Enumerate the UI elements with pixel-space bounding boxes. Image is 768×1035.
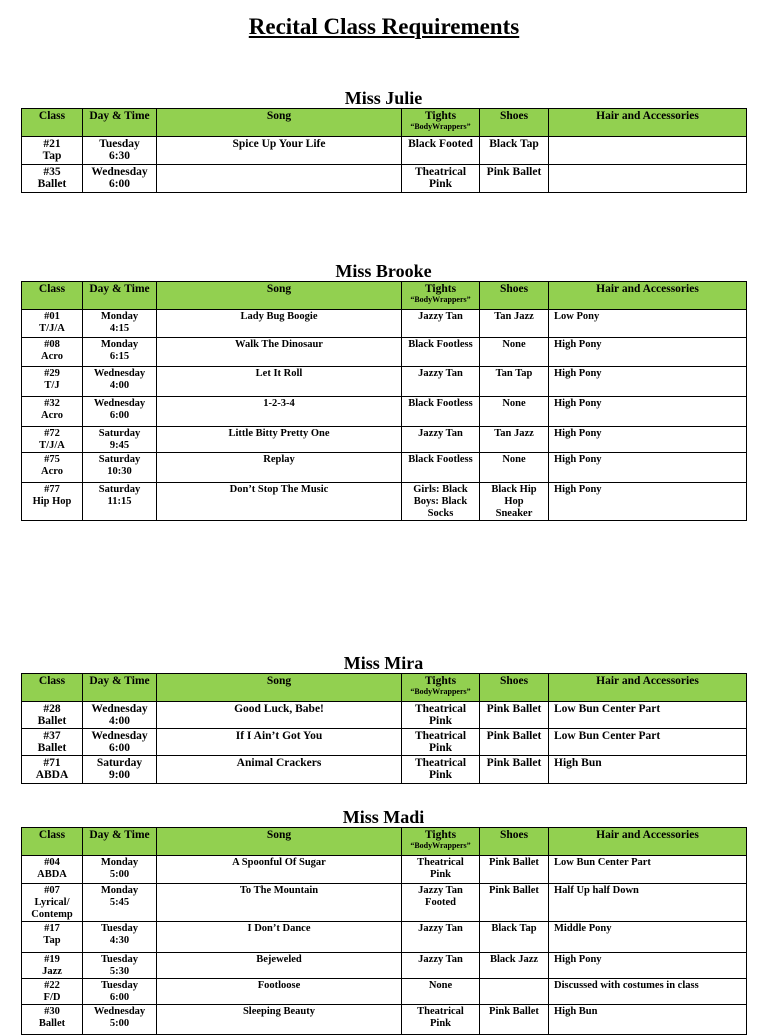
day-time-cell: Saturday 9:45 [83, 427, 157, 453]
tights-cell: Theatrical Pink [402, 1005, 480, 1035]
song-cell: Sleeping Beauty [157, 1005, 402, 1035]
class-header [22, 282, 83, 310]
table-row [22, 756, 747, 784]
class-cell: #72 T/J/A [22, 427, 83, 453]
day-time-cell: Saturday 10:30 [83, 453, 157, 483]
table-row [22, 979, 747, 1005]
class-cell: #71 ABDA [22, 756, 83, 784]
hair-accessories-cell: Low Bun Center Part [549, 702, 747, 729]
table-row [22, 483, 747, 521]
shoes-cell: Black Tap [480, 922, 549, 953]
table-row [22, 137, 747, 165]
day-time-header [83, 109, 157, 137]
hair-accessories-cell: Low Bun Center Part [549, 856, 747, 884]
hair-accessories-cell: High Pony [549, 367, 747, 397]
class-cell: #08 Acro [22, 338, 83, 367]
day-time-cell: Wednesday 6:00 [83, 397, 157, 427]
day-time-cell: Monday 5:00 [83, 856, 157, 884]
shoes-cell: None [480, 397, 549, 427]
song-cell: If I Ain’t Got You [157, 729, 402, 756]
class-header-label: Class [38, 675, 66, 687]
class-header-label: Class [38, 829, 66, 841]
song-header-label: Song [266, 675, 292, 687]
header-row [22, 828, 747, 856]
class-header [22, 828, 83, 856]
day-time-cell: Tuesday 4:30 [83, 922, 157, 953]
song-cell: Footloose [157, 979, 402, 1005]
shoes-header [480, 282, 549, 310]
table-row [22, 397, 747, 427]
shoes-cell: Pink Ballet [480, 756, 549, 784]
hair-accessories-header [549, 674, 747, 702]
tights-cell: Jazzy Tan [402, 922, 480, 953]
shoes-header-label: Shoes [499, 283, 529, 295]
day-time-header [83, 828, 157, 856]
tights-cell: Black Footless [402, 453, 480, 483]
hair-accessories-cell: High Pony [549, 427, 747, 453]
shoes-header-label: Shoes [499, 829, 529, 841]
song-header [157, 282, 402, 310]
shoes-cell: None [480, 338, 549, 367]
song-cell: Lady Bug Boogie [157, 310, 402, 338]
class-cell: #17 Tap [22, 922, 83, 953]
song-header [157, 109, 402, 137]
day-time-cell: Saturday 11:15 [83, 483, 157, 521]
table-row [22, 310, 747, 338]
tights-cell: Black Footless [402, 397, 480, 427]
tights-brand-note: “BodyWrappers” [410, 122, 471, 131]
class-header [22, 109, 83, 137]
table-row [22, 1005, 747, 1035]
teacher-heading: Miss Julie [344, 88, 423, 108]
hair-accessories-header [549, 282, 747, 310]
table-row [22, 338, 747, 367]
hair-accessories-cell [549, 165, 747, 193]
tights-header [402, 109, 480, 137]
page-title: Recital Class Requirements [248, 14, 520, 39]
song-header [157, 828, 402, 856]
hair-accessories-cell: Low Pony [549, 310, 747, 338]
shoes-header [480, 674, 549, 702]
song-cell: Walk The Dinosaur [157, 338, 402, 367]
song-cell: To The Mountain [157, 884, 402, 922]
hair-accessories-header-label: Hair and Accessories [596, 675, 699, 687]
class-cell: #01 T/J/A [22, 310, 83, 338]
shoes-cell: Black Tap [480, 137, 549, 165]
shoes-header [480, 828, 549, 856]
shoes-cell: Pink Ballet [480, 729, 549, 756]
hair-accessories-header-label: Hair and Accessories [596, 829, 699, 841]
class-cell: #77 Hip Hop [22, 483, 83, 521]
shoes-cell: Black Hip Hop Sneaker [480, 483, 549, 521]
day-time-cell: Wednesday 6:00 [83, 729, 157, 756]
day-time-cell: Saturday 9:00 [83, 756, 157, 784]
day-time-header-label: Day & Time [89, 829, 150, 841]
class-cell: #21 Tap [22, 137, 83, 165]
class-cell: #28 Ballet [22, 702, 83, 729]
class-cell: #32 Acro [22, 397, 83, 427]
song-cell [157, 165, 402, 193]
table-row [22, 856, 747, 884]
hair-accessories-cell: Half Up half Down [549, 884, 747, 922]
tights-cell: Jazzy Tan [402, 953, 480, 979]
hair-accessories-cell: Middle Pony [549, 922, 747, 953]
header-row [22, 674, 747, 702]
song-cell: 1-2-3-4 [157, 397, 402, 427]
class-table [21, 673, 747, 784]
shoes-cell: Pink Ballet [480, 702, 549, 729]
hair-accessories-header-label: Hair and Accessories [596, 283, 699, 295]
table-row [22, 922, 747, 953]
day-time-cell: Tuesday 5:30 [83, 953, 157, 979]
shoes-cell: Pink Ballet [480, 856, 549, 884]
tights-cell: Theatrical Pink [402, 702, 480, 729]
shoes-header-label: Shoes [499, 675, 529, 687]
song-header-label: Song [266, 829, 292, 841]
table-row [22, 427, 747, 453]
hair-accessories-header-label: Hair and Accessories [596, 110, 699, 122]
tights-brand-note: “BodyWrappers” [410, 687, 471, 696]
tights-cell: Jazzy Tan Footed [402, 884, 480, 922]
section-miss-brooke [21, 261, 746, 521]
song-cell: Little Bitty Pretty One [157, 427, 402, 453]
song-cell: Animal Crackers [157, 756, 402, 784]
table-row [22, 884, 747, 922]
hair-accessories-cell: High Pony [549, 338, 747, 367]
hair-accessories-cell: High Bun [549, 1005, 747, 1035]
shoes-cell: Black Jazz [480, 953, 549, 979]
header-row [22, 109, 747, 137]
tights-cell: Theatrical Pink [402, 729, 480, 756]
teacher-heading: Miss Mira [343, 653, 424, 673]
tights-cell: Black Footed [402, 137, 480, 165]
tights-cell: Jazzy Tan [402, 367, 480, 397]
shoes-cell: Tan Jazz [480, 427, 549, 453]
tights-cell: Theatrical Pink [402, 756, 480, 784]
hair-accessories-cell: High Pony [549, 453, 747, 483]
hair-accessories-cell: High Pony [549, 953, 747, 979]
day-time-cell: Monday 5:45 [83, 884, 157, 922]
class-cell: #29 T/J [22, 367, 83, 397]
hair-accessories-cell: Low Bun Center Part [549, 729, 747, 756]
class-cell: #07 Lyrical/ Contemp [22, 884, 83, 922]
tights-header-label: Tights [424, 283, 457, 295]
tights-header [402, 674, 480, 702]
hair-accessories-header [549, 828, 747, 856]
tights-brand-note: “BodyWrappers” [410, 295, 471, 304]
class-cell: #35 Ballet [22, 165, 83, 193]
tights-header-label: Tights [424, 829, 457, 841]
tights-header-label: Tights [424, 675, 457, 687]
tights-cell: Theatrical Pink [402, 165, 480, 193]
class-header [22, 674, 83, 702]
class-cell: #37 Ballet [22, 729, 83, 756]
day-time-cell: Tuesday 6:30 [83, 137, 157, 165]
hair-accessories-cell: Discussed with costumes in class [549, 979, 747, 1005]
hair-accessories-cell: High Pony [549, 483, 747, 521]
shoes-cell: Tan Tap [480, 367, 549, 397]
shoes-cell: Pink Ballet [480, 1005, 549, 1035]
tights-cell: None [402, 979, 480, 1005]
song-header-label: Song [266, 283, 292, 295]
hair-accessories-cell [549, 137, 747, 165]
shoes-cell: Tan Jazz [480, 310, 549, 338]
song-cell: Don’t Stop The Music [157, 483, 402, 521]
song-cell: Good Luck, Babe! [157, 702, 402, 729]
class-cell: #30 Ballet [22, 1005, 83, 1035]
day-time-cell: Wednesday 4:00 [83, 702, 157, 729]
day-time-cell: Monday 4:15 [83, 310, 157, 338]
song-header [157, 674, 402, 702]
class-table [21, 827, 747, 1035]
class-table [21, 108, 747, 193]
section-miss-julie [21, 88, 746, 193]
day-time-cell: Wednesday 4:00 [83, 367, 157, 397]
teacher-heading: Miss Brooke [335, 261, 432, 281]
song-cell: Spice Up Your Life [157, 137, 402, 165]
song-cell: A Spoonful Of Sugar [157, 856, 402, 884]
table-row [22, 453, 747, 483]
shoes-cell [480, 979, 549, 1005]
day-time-cell: Wednesday 6:00 [83, 165, 157, 193]
song-cell: Bejeweled [157, 953, 402, 979]
tights-brand-note: “BodyWrappers” [410, 841, 471, 850]
class-table [21, 281, 747, 521]
day-time-cell: Wednesday 5:00 [83, 1005, 157, 1035]
song-header-label: Song [266, 110, 292, 122]
tights-cell: Jazzy Tan [402, 427, 480, 453]
hair-accessories-cell: High Pony [549, 397, 747, 427]
song-cell: Let It Roll [157, 367, 402, 397]
tights-cell: Jazzy Tan [402, 310, 480, 338]
table-row [22, 953, 747, 979]
hair-accessories-header [549, 109, 747, 137]
tights-header [402, 828, 480, 856]
shoes-header [480, 109, 549, 137]
table-row [22, 729, 747, 756]
class-cell: #75 Acro [22, 453, 83, 483]
song-cell: I Don’t Dance [157, 922, 402, 953]
shoes-cell: Pink Ballet [480, 165, 549, 193]
day-time-cell: Monday 6:15 [83, 338, 157, 367]
tights-header [402, 282, 480, 310]
class-cell: #19 Jazz [22, 953, 83, 979]
tights-header-label: Tights [424, 110, 457, 122]
day-time-header-label: Day & Time [89, 675, 150, 687]
shoes-cell: None [480, 453, 549, 483]
hair-accessories-cell: High Bun [549, 756, 747, 784]
day-time-header [83, 674, 157, 702]
day-time-header [83, 282, 157, 310]
table-row [22, 367, 747, 397]
table-row [22, 702, 747, 729]
class-header-label: Class [38, 283, 66, 295]
section-miss-mira [21, 653, 746, 784]
class-cell: #22 F/D [22, 979, 83, 1005]
teacher-heading: Miss Madi [342, 807, 425, 827]
song-cell: Replay [157, 453, 402, 483]
tights-cell: Theatrical Pink [402, 856, 480, 884]
table-row [22, 165, 747, 193]
header-row [22, 282, 747, 310]
day-time-header-label: Day & Time [89, 283, 150, 295]
shoes-cell: Pink Ballet [480, 884, 549, 922]
tights-cell: Black Footless [402, 338, 480, 367]
day-time-cell: Tuesday 6:00 [83, 979, 157, 1005]
section-miss-madi [21, 807, 746, 1035]
class-header-label: Class [38, 110, 66, 122]
day-time-header-label: Day & Time [89, 110, 150, 122]
class-cell: #04 ABDA [22, 856, 83, 884]
shoes-header-label: Shoes [499, 110, 529, 122]
tights-cell: Girls: Black Boys: Black Socks [402, 483, 480, 521]
